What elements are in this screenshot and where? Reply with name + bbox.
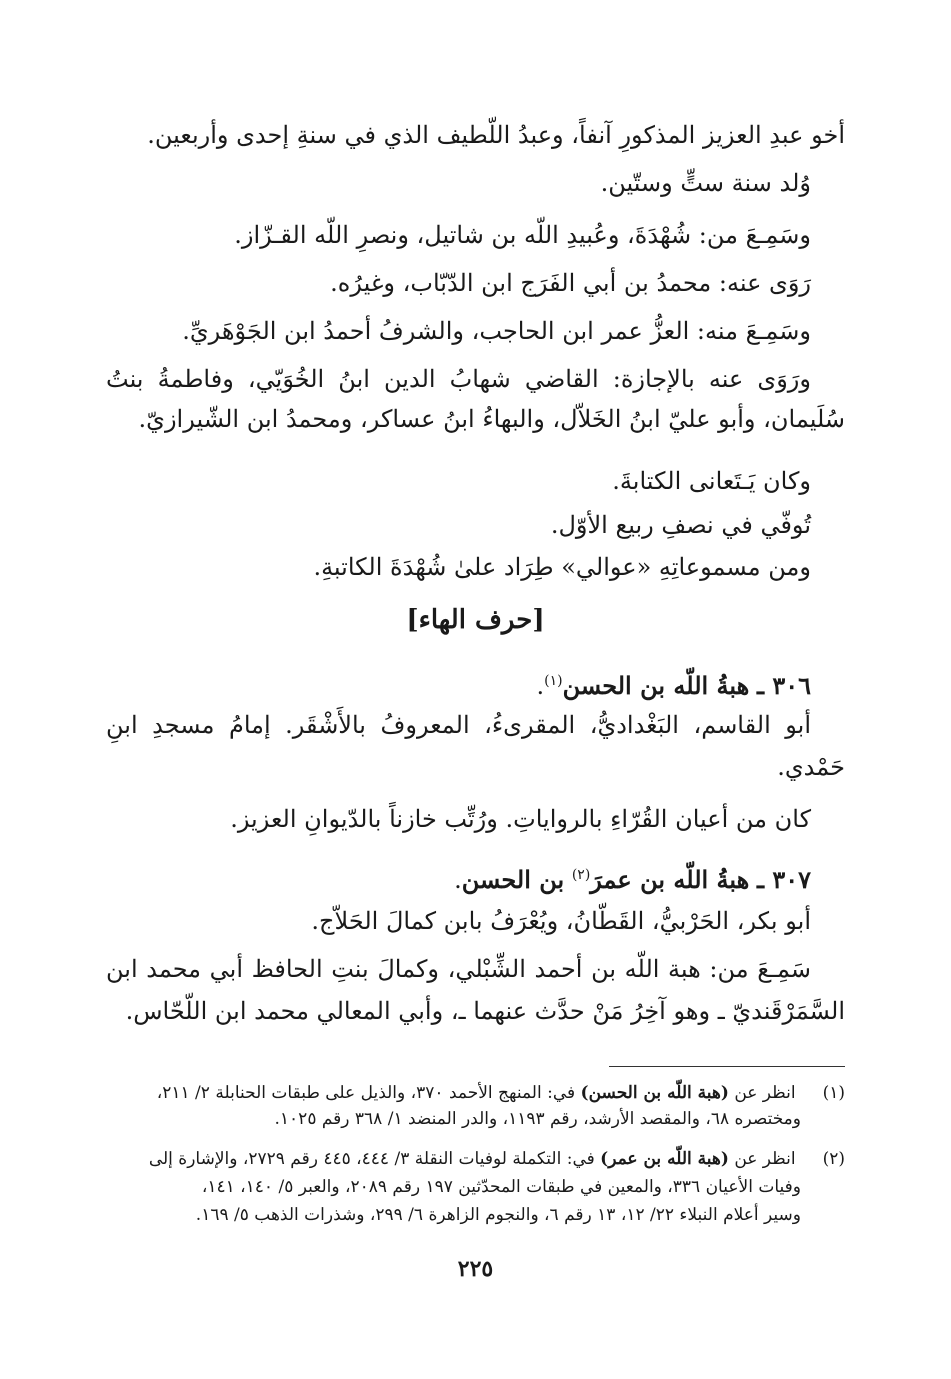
- body-line: سُلَيمان، وأبو عليّ ابنُ الخَلاّل، والبهاءُ ابنُ عساكر، ومحمدُ ابن الشّيرازيّ.: [138, 405, 845, 433]
- entry-name-rest: بن الحسن: [461, 865, 565, 894]
- footnote-ref: (٢): [571, 867, 591, 883]
- entry-306-heading: [106, 664, 811, 703]
- body-line: وسَمِـعَ من: شُهْدَةَ، وعُبيدِ اللّه بن شاتيل، ونصرِ اللّه القـزّاز.: [234, 221, 811, 249]
- footnote-2-line-2: وفيات الأعيان ٣٣٦، والمعين في طبقات المحدّثين ١٩٧ رقم ٢٠٨٩، والعبر ٥/ ١٤٠، ١٤١،: [201, 1177, 801, 1197]
- entry-end: .: [454, 866, 462, 894]
- entry-307-heading: [106, 858, 811, 897]
- entry-name: هبةُ اللّه بن عمرَ: [590, 865, 750, 894]
- body-line: أخو عبدِ العزيز المذكورِ آنفاً، وعبدُ اللّطيف الذي في سنةِ إحدى وأربعين.: [147, 121, 845, 149]
- footnote-subject: (هبة اللّه بن عمر): [600, 1149, 729, 1169]
- body-line: كان من أعيان القُرّاءِ بالرواياتِ. ورُتِّب خازناً بالدّيوانِ العزيز.: [230, 805, 811, 833]
- footnote-1-line-1: [106, 1080, 845, 1106]
- body-line: وسَمِـعَ منه: العزُّ عمر ابن الحاجب، والشرفُ أحمدُ ابن الجَوْهَريِّ.: [182, 317, 811, 345]
- entry-number: ٣٠٧ ـ: [756, 865, 811, 894]
- footnote-marker: (٢): [822, 1149, 845, 1169]
- footnote-marker: (١): [822, 1083, 845, 1103]
- body-line: ورَوَى عنه بالإجازة: القاضي شهابُ الدين ابنُ الخُوَيّي، وفاطمةُ بنتُ: [106, 365, 811, 393]
- footnote-ref: (١): [544, 673, 563, 689]
- entry-name: هبةُ اللّه بن الحسن: [562, 671, 750, 700]
- body-line: وكان يَـتَعانى الكتابةَ.: [612, 467, 811, 495]
- entry-number: ٣٠٦ ـ: [756, 671, 811, 700]
- page-number: ٢٢٥: [457, 1256, 494, 1282]
- body-line: أبو القاسم، البَغْداديُّ، المقرىءُ، المعروفُ بالأَشْقَر. إمامُ مسجدِ ابنِ: [106, 711, 811, 739]
- footnote-subject: (هبة اللّه بن الحسن): [580, 1083, 729, 1103]
- body-line: سَمِـعَ من: هبة اللّه بن أحمد الشِّبْلي، وكمالَ بنتِ الحافظ أبي محمد ابن: [106, 955, 811, 983]
- footnote-text: في: المنهج الأحمد ٣٧٠، والذيل على طبقات الحنابلة ٢/ ٢١١،: [156, 1083, 576, 1103]
- entry-end: .: [536, 672, 545, 700]
- body-line: تُوفّي في نصفِ ربيع الأوّل.: [550, 511, 811, 539]
- body-line: حَمْدي.: [777, 753, 845, 781]
- body-line: السَّمَرْقَنديّ ـ وهو آخِرُ مَنْ حدَّث عنهما ـ، وأبي المعالي محمد ابن اللّحّاس.: [125, 997, 845, 1025]
- footnote-text: في: التكملة لوفيات النقلة ٣/ ٤٤٤، ٤٤٥ رقم ٢٧٢٩، والإشارة إلى: [148, 1149, 595, 1169]
- footnote-2-line-3: وسير أعلام النبلاء ٢٢/ ١٢، ١٣ رقم ٦، والنجوم الزاهرة ٦/ ٢٩٩، وشذرات الذهب ٥/ ١٦٩.: [195, 1205, 801, 1225]
- body-line: ومن مسموعاتِهِ «عوالي» طِرَاد علىٰ شُهْدَةَ الكاتبةِ.: [313, 553, 811, 581]
- footnote-prefix: انظر عن: [734, 1149, 796, 1169]
- body-line: رَوَى عنه: محمدُ بن أبي الفَرَج ابن الدّبّاب، وغيرُه.: [330, 269, 811, 297]
- body-line: أبو بكر، الحَرْبيُّ، القَطّانُ، ويُعْرَفُ بابن كمالَ الحَلاّج.: [311, 907, 811, 935]
- body-line: وُلد سنة ستٍّ وستّين.: [600, 169, 811, 197]
- footnote-prefix: انظر عن: [734, 1083, 796, 1103]
- section-heading: [حرف الهاء]: [406, 605, 545, 635]
- footnote-2-line-1: [106, 1146, 845, 1172]
- footnote-rule: [609, 1066, 845, 1067]
- footnote-1-line-2: ومختصره ٦٨، والمقصد الأرشد، رقم ١١٩٣، والدر المنضد ١/ ٣٦٨ رقم ١٠٢٥.: [274, 1109, 801, 1129]
